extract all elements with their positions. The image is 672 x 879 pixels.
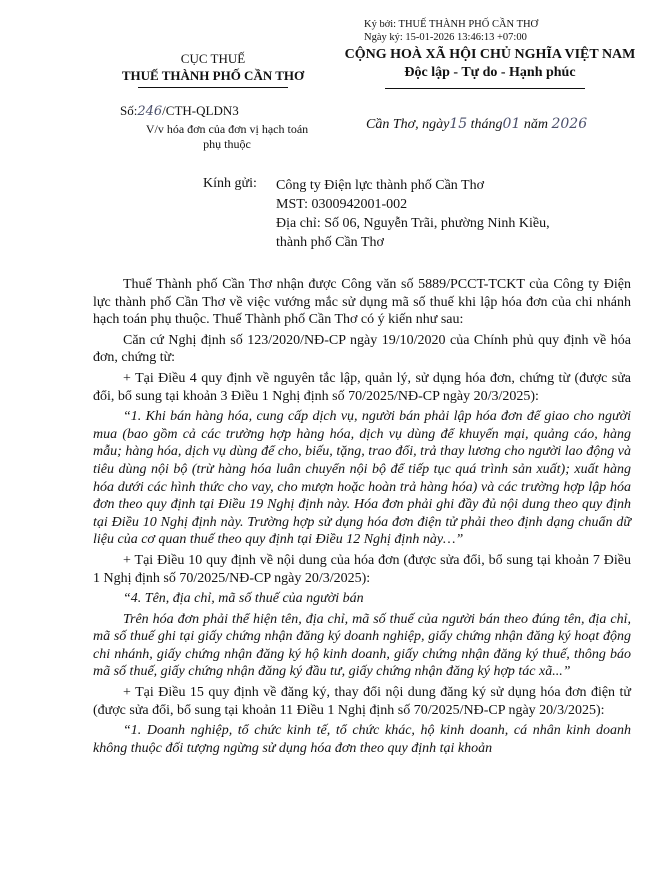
paragraph: Thuế Thành phố Cần Thơ nhận được Công văn số 5889/PCCT-TCKT của Công ty Điện lực thành phố Cần Thơ về việc vướng mắc sử dụng mã số thuế khi lập hóa đơn của chi nhánh hạch toán phụ thuộc. Thuế Thành phố Cần Thơ có ý kiến như sau: [93, 277, 631, 328]
recipient-details [276, 176, 550, 252]
agency-underline [138, 87, 288, 88]
signed-date: Ngày ký: 15-01-2026 13:46:13 +07:00 [364, 32, 527, 43]
national-header [320, 46, 660, 82]
quoted-paragraph: “4. Tên, địa chỉ, mã số thuế của người bán [123, 591, 364, 607]
issuing-agency [95, 50, 331, 84]
handwritten-day: 15 [449, 116, 468, 132]
recipient-mst: MST: 0300942001-002 [276, 197, 408, 212]
date-line: Cần Thơ, ngày15 tháng01 năm 2026 [366, 116, 588, 132]
recipient-name: Công ty Điện lực thành phố Cần Thơ [276, 178, 484, 193]
paragraph: + Tại Điều 15 quy định về đăng ký, thay đổi nội dung đăng ký sử dụng hóa đơn điện tử (được sửa đổi, bổ sung tại khoản 11 Điều 1 Nghị định số 70/2025/NĐ-CP ngày 20/3/2025): [93, 685, 631, 718]
letter-body [93, 276, 631, 760]
quoted-paragraph: Trên hóa đơn phải thể hiện tên, địa chỉ, mã số thuế của người bán theo đúng tên, địa chỉ, mã số thuế ghi tại giấy chứng nhận đăng ký doanh nghiệp, giấy chứng nhận đăng ký hoạt động chi nhánh, giấy chứng nhận đăng ký hộ kinh doanh, giấy chứng nhận đăng ký thuế, thông báo mã số thuế, giấy chứng nhận đăng ký đầu tư, giấy chứng nhận đăng ký hợp tác xã...” [93, 611, 631, 680]
handwritten-month: 01 [502, 116, 521, 132]
digital-signature-block [364, 18, 538, 44]
paragraph: Căn cứ Nghị định số 123/2020/NĐ-CP ngày 19/10/2020 của Chính phủ quy định về hóa đơn, chứng từ: [93, 332, 631, 366]
recipient-label: Kính gửi: [203, 176, 257, 191]
paragraph: + Tại Điều 10 quy định về nội dung của hóa đơn (được sửa đổi, bổ sung tại khoản 7 Điều 1 Nghị định số 70/2025/NĐ-CP ngày 20/3/2025): [93, 552, 631, 586]
recipient-address-cont: thành phố Cần Thơ [276, 235, 384, 250]
document-number: Số:246/CTH-QLDN3 [120, 103, 239, 119]
quoted-paragraph: “1. Doanh nghiệp, tổ chức kinh tế, tổ chức khác, hộ kinh doanh, cá nhân kinh doanh không thuộc đối tượng ngừng sử dụng hóa đơn theo quy định tại khoản [93, 723, 631, 756]
quoted-paragraph: “1. Khi bán hàng hóa, cung cấp dịch vụ, người bán phải lập hóa đơn để giao cho người mua (bao gồm cả các trường hợp hàng hóa, dịch vụ dùng để khuyến mại, quảng cáo, hàng mẫu; hàng hóa, dịch vụ dùng để cho, biếu, tặng, trao đổi, trả thay lương cho người lao động và tiêu dùng nội bộ (trừ hàng hóa luân chuyển nội bộ để tiếp tục quá trình sản xuất); xuất hàng hóa dưới các hình thức cho vay, cho mượn hoặc hoàn trả hàng hóa) và các trường hợp lập hóa đơn theo quy định tại Điều 19 Nghị định này. Hóa đơn phải ghi đầy đủ nội dung theo quy định tại Điều 10 Nghị định này. Trường hợp sử dụng hóa đơn điện tử phải theo định dạng chuẩn dữ liệu của cơ quan thuế theo quy định tại Điều 12 Nghị định này…” [93, 409, 631, 548]
agency-name: THUẾ THÀNH PHỐ CẦN THƠ [121, 68, 305, 83]
handwritten-number: 246 [137, 104, 163, 119]
recipient-address: Địa chỉ: Số 06, Nguyễn Trãi, phường Ninh Kiều, [276, 216, 550, 231]
agency-parent: CỤC THUẾ [180, 51, 246, 66]
motto-underline [385, 88, 585, 89]
handwritten-year: 2026 [551, 116, 588, 132]
signed-by: Ký bởi: THUẾ THÀNH PHỐ CẦN THƠ [364, 19, 539, 30]
motto: Độc lập - Tự do - Hạnh phúc [404, 65, 576, 80]
nation-title: CỘNG HOÀ XÃ HỘI CHỦ NGHĨA VIỆT NAM [344, 47, 636, 62]
paragraph: + Tại Điều 4 quy định về nguyên tắc lập, quản lý, sử dụng hóa đơn, chứng từ (được sửa đổi, bổ sung tại khoản 3 Điều 1 Nghị định số 70/2025/NĐ-CP ngày 20/3/2025): [93, 370, 631, 404]
document-subject: V/v hóa đơn của đơn vị hạch toán phụ thuộc [145, 122, 309, 151]
